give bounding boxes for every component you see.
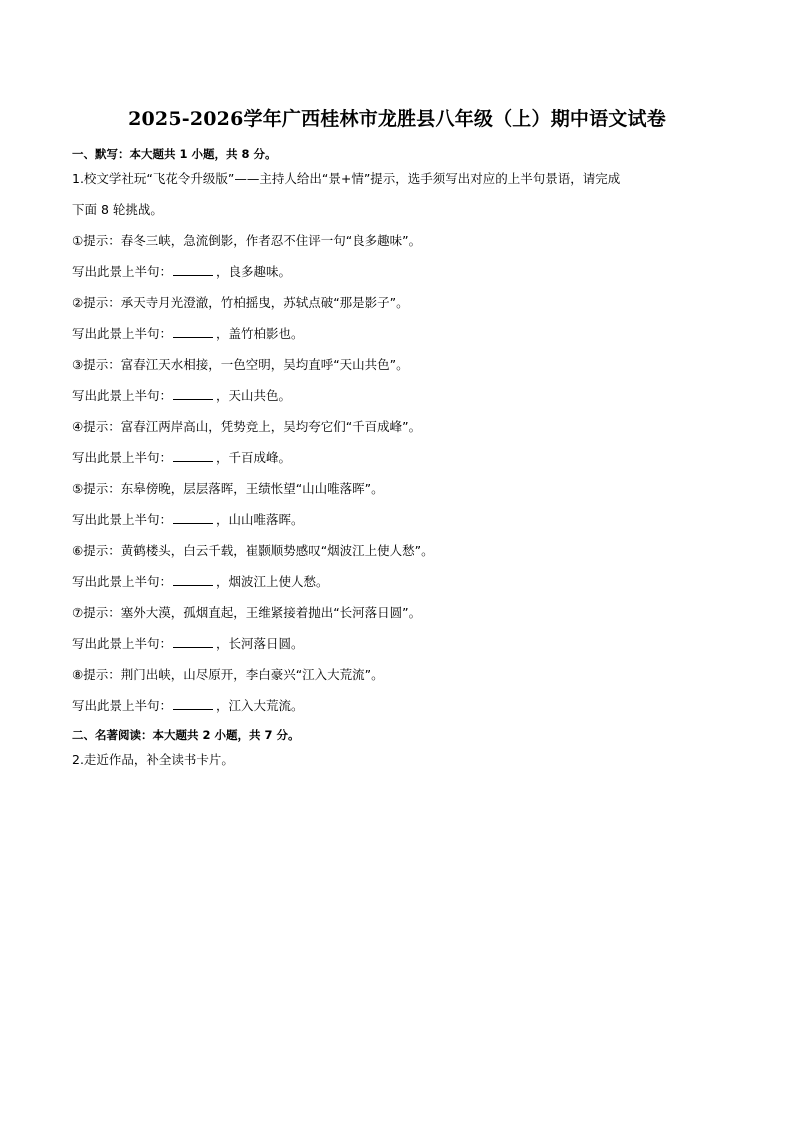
answer-line-7 <box>72 634 732 665</box>
hint-8: ⑧提示：荆门出峡，山尽原开，李白豪兴“江入大荒流”。 <box>72 667 384 682</box>
answer-blank-4 <box>173 448 213 462</box>
answer-blank-6 <box>173 572 213 586</box>
hint-2: ②提示：承天寺月光澄澈，竹柏摇曳，苏轼点破“那是影子”。 <box>72 295 409 310</box>
answer-suffix-5: ，山山唯落晖。 <box>216 512 304 527</box>
question-1-intro-line-2: 下面 8 轮挑战。 <box>72 202 163 217</box>
section-1-heading: 一、默写：本大题共 1 小题，共 8 分。 <box>72 147 277 161</box>
answer-line-3 <box>72 386 732 417</box>
answer-prefix: 写出此景上半句： <box>72 698 173 713</box>
hint-1: ①提示：春冬三峡，急流倒影，作者忍不住评一句“良多趣味”。 <box>72 233 422 248</box>
answer-line-5 <box>72 510 732 541</box>
answer-prefix: 写出此景上半句： <box>72 388 173 403</box>
answer-line-8 <box>72 696 732 727</box>
answer-line-6 <box>72 572 732 603</box>
answer-suffix-4: ，千百成峰。 <box>216 450 292 465</box>
answer-blank-3 <box>173 386 213 400</box>
answer-line-4 <box>72 448 732 479</box>
answer-blank-2 <box>173 324 213 338</box>
question-1-intro-line-1: 1.校文学社玩“飞花令升级版”——主持人给出“景+情”提示，选手须写出对应的上半句景语，请完成 <box>72 171 621 186</box>
exam-content <box>72 146 732 781</box>
answer-prefix: 写出此景上半句： <box>72 636 173 651</box>
answer-suffix-6: ，烟波江上使人愁。 <box>216 574 329 589</box>
answer-suffix-7: ，长河落日圆。 <box>216 636 304 651</box>
answer-prefix: 写出此景上半句： <box>72 574 173 589</box>
answer-suffix-3: ，天山共色。 <box>216 388 292 403</box>
hint-6: ⑥提示：黄鹤楼头，白云千载，崔颢顺势感叹“烟波江上使人愁”。 <box>72 543 434 558</box>
answer-prefix: 写出此景上半句： <box>72 450 173 465</box>
page-title: 2025-2026学年广西桂林市龙胜县八年级（上）期中语文试卷 <box>128 108 666 130</box>
answer-blank-8 <box>173 696 213 710</box>
question-1-intro <box>72 169 732 231</box>
answer-prefix: 写出此景上半句： <box>72 264 173 279</box>
answer-line-2 <box>72 324 732 355</box>
answer-blank-7 <box>173 634 213 648</box>
hint-5: ⑤提示：东皋傍晚，层层落晖，王绩怅望“山山唯落晖”。 <box>72 481 384 496</box>
answer-blank-5 <box>173 510 213 524</box>
answer-blank-1 <box>173 262 213 276</box>
answer-suffix-1: ，良多趣味。 <box>216 264 292 279</box>
answer-prefix: 写出此景上半句： <box>72 326 173 341</box>
answer-prefix: 写出此景上半句： <box>72 512 173 527</box>
section-2-heading: 二、名著阅读：本大题共 2 小题，共 7 分。 <box>72 728 300 742</box>
hint-4: ④提示：富春江两岸高山，凭势竞上，吴均夸它们“千百成峰”。 <box>72 419 422 434</box>
question-2-text: 2.走近作品，补全读书卡片。 <box>72 752 234 767</box>
answer-suffix-8: ，江入大荒流。 <box>216 698 304 713</box>
answer-suffix-2: ，盖竹柏影也。 <box>216 326 304 341</box>
hint-3: ③提示：富春江天水相接，一色空明，吴均直呼“天山共色”。 <box>72 357 409 372</box>
answer-line-1 <box>72 262 732 293</box>
hint-7: ⑦提示：塞外大漠，孤烟直起，王维紧接着抛出“长河落日圆”。 <box>72 605 422 620</box>
